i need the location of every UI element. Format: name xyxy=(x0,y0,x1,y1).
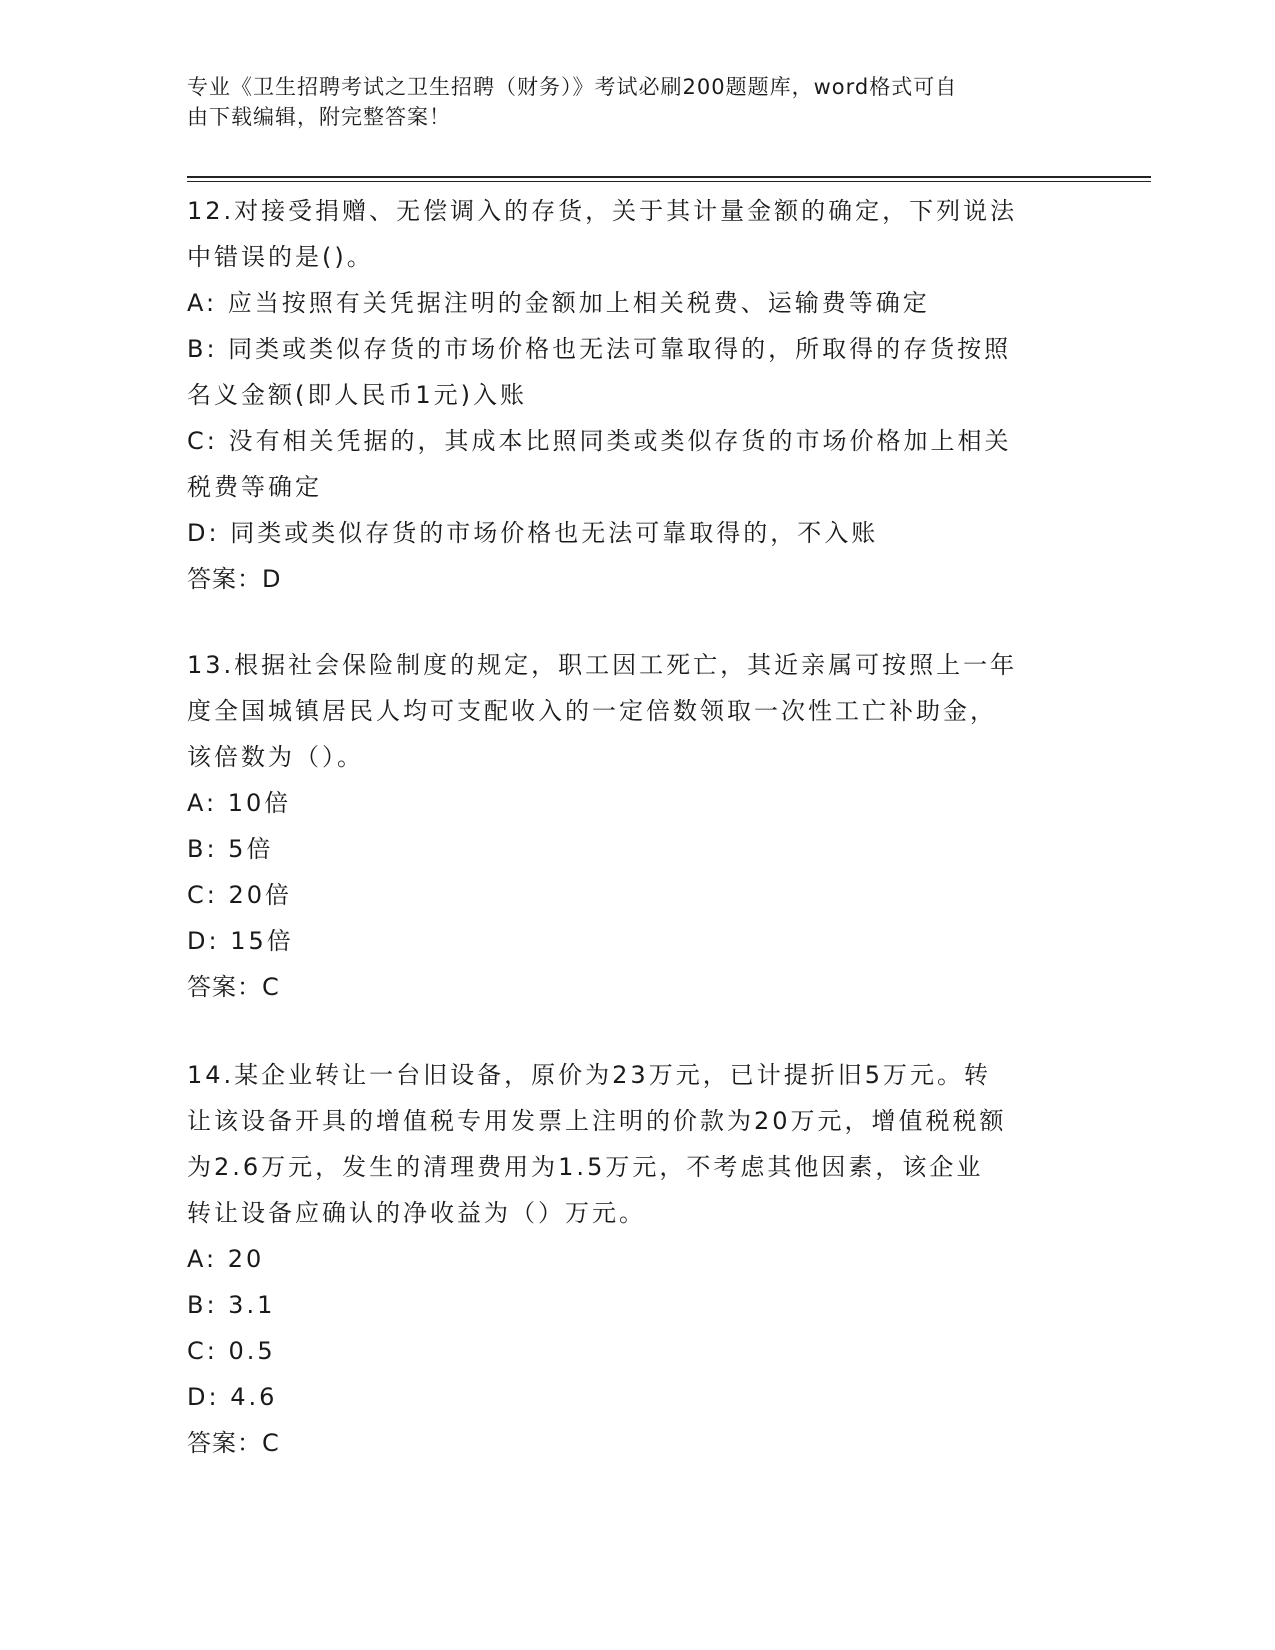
option-a: A: 10倍 xyxy=(187,789,292,817)
question-stem-line: 该倍数为（）。 xyxy=(187,743,364,771)
question-stem-line: 转让设备应确认的净收益为（）万元。 xyxy=(187,1199,646,1227)
question-14 xyxy=(187,1052,1087,1466)
option-d: D: 同类或类似存货的市场价格也无法可靠取得的，不入账 xyxy=(187,519,879,547)
question-stem-line: 为2.6万元，发生的清理费用为1.5万元，不考虑其他因素，该企业 xyxy=(187,1153,984,1181)
question-13 xyxy=(187,642,1087,1010)
option-a: A: 应当按照有关凭据注明的金额加上相关税费、运输费等确定 xyxy=(187,289,930,317)
header-divider-thin xyxy=(187,181,1151,182)
header-divider-thick xyxy=(187,176,1151,178)
answer: 答案：C xyxy=(187,973,280,1001)
question-stem-line: 12.对接受捐赠、无偿调入的存货，关于其计量金额的确定，下列说法 xyxy=(187,197,1018,225)
option-b-continued: 名义金额(即人民币1元)入账 xyxy=(187,381,527,409)
question-stem-line: 度全国城镇居民人均可支配收入的一定倍数领取一次性工亡补助金， xyxy=(187,697,997,725)
document-header xyxy=(187,72,1067,132)
option-c-continued: 税费等确定 xyxy=(187,473,322,501)
option-d: D: 4.6 xyxy=(187,1383,278,1411)
option-c: C: 20倍 xyxy=(187,881,293,909)
option-b: B: 同类或类似存货的市场价格也无法可靠取得的，所取得的存货按照 xyxy=(187,335,1012,363)
option-b: B: 3.1 xyxy=(187,1291,276,1319)
header-line-2: 由下载编辑，附完整答案！ xyxy=(187,105,451,129)
option-a: A: 20 xyxy=(187,1245,265,1273)
question-stem-line: 中错误的是()。 xyxy=(187,243,374,271)
question-12 xyxy=(187,188,1087,602)
question-stem-line: 让该设备开具的增值税专用发票上注明的价款为20万元，增值税税额 xyxy=(187,1107,1007,1135)
question-stem-line: 13.根据社会保险制度的规定，职工因工死亡，其近亲属可按照上一年 xyxy=(187,651,1018,679)
option-d: D: 15倍 xyxy=(187,927,294,955)
option-c: C: 0.5 xyxy=(187,1337,276,1365)
option-c: C: 没有相关凭据的，其成本比照同类或类似存货的市场价格加上相关 xyxy=(187,427,1012,455)
option-b: B: 5倍 xyxy=(187,835,274,863)
header-line-1: 专业《卫生招聘考试之卫生招聘（财务）》考试必刷200题题库，word格式可自 xyxy=(187,75,958,99)
question-stem-line: 14.某企业转让一台旧设备，原价为23万元，已计提折旧5万元。转 xyxy=(187,1061,991,1089)
answer: 答案：D xyxy=(187,565,282,593)
answer: 答案：C xyxy=(187,1429,280,1457)
